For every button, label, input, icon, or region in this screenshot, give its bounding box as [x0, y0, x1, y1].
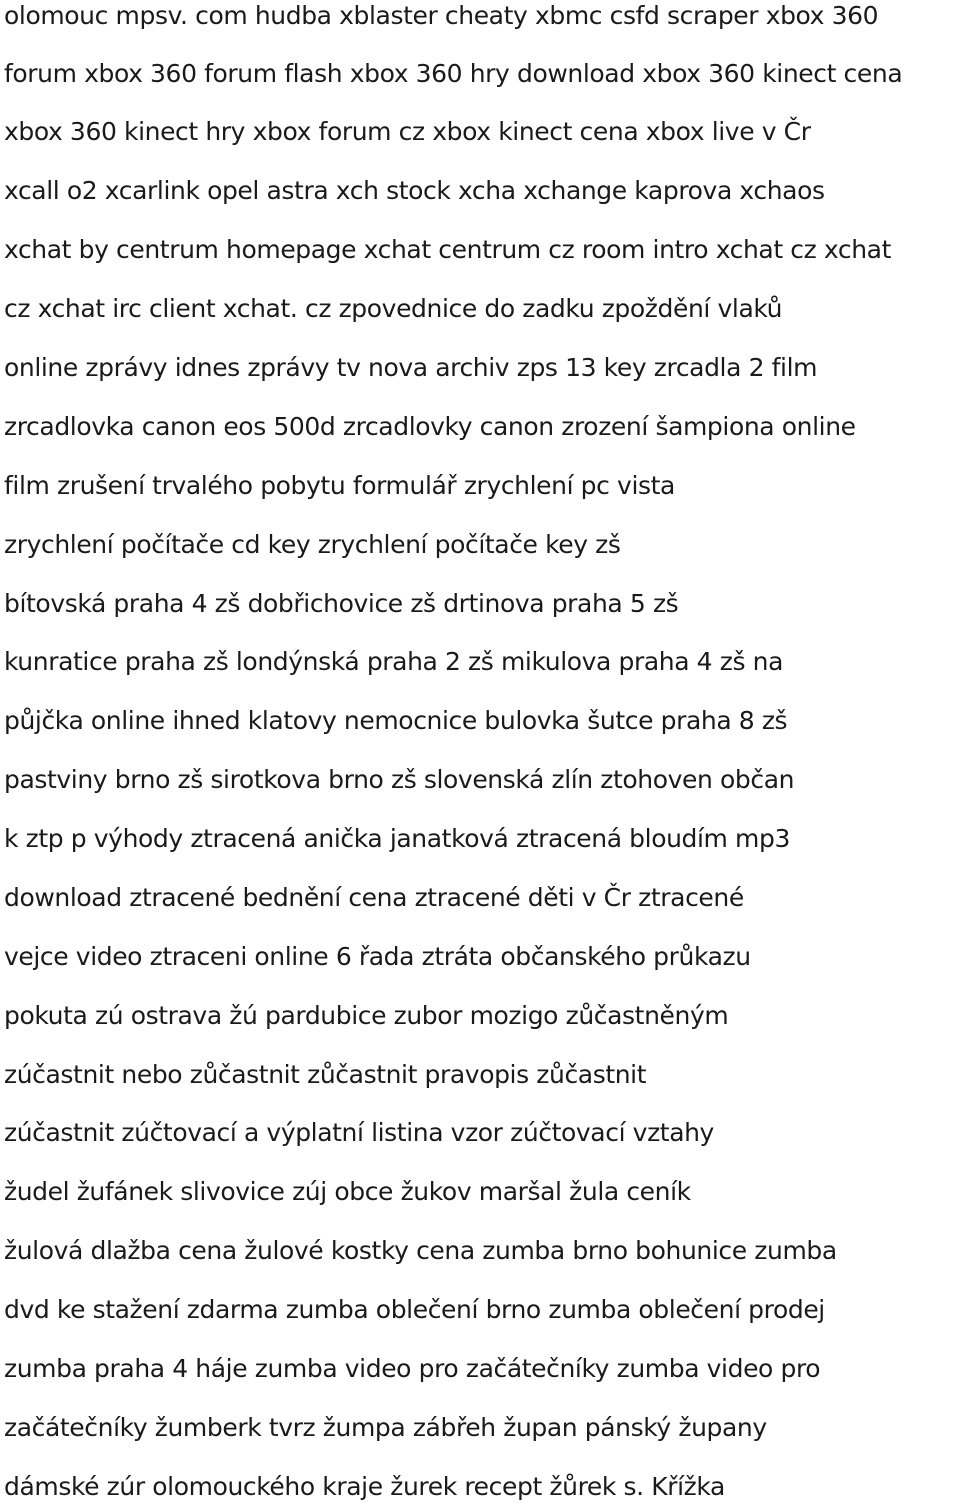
text-line: zúčastnit nebo zůčastnit zůčastnit pravopis zůčastnit — [4, 1060, 647, 1089]
text-line: xchat by centrum homepage xchat centrum cz room intro xchat cz xchat — [4, 235, 891, 264]
text-line: xcall o2 xcarlink opel astra xch stock xcha xchange kaprova xchaos — [4, 176, 825, 205]
text-line: žudel žufánek slivovice zúj obce žukov maršal žula ceník — [4, 1177, 691, 1206]
text-line: download ztracené bednění cena ztracené děti v Čr ztracené — [4, 883, 744, 912]
text-line: pastviny brno zš sirotkova brno zš slovenská zlín ztohoven občan — [4, 765, 795, 794]
text-line: bítovská praha 4 zš dobřichovice zš drtinova praha 5 zš — [4, 589, 679, 618]
text-line: žulová dlažba cena žulové kostky cena zumba brno bohunice zumba — [4, 1236, 837, 1265]
text-line: cz xchat irc client xchat. cz zpovednice do zadku zpoždění vlaků — [4, 294, 783, 323]
text-line: film zrušení trvalého pobytu formulář zrychlení pc vista — [4, 471, 675, 500]
text-line: zrcadlovka canon eos 500d zrcadlovky canon zrození šampiona online — [4, 412, 856, 441]
text-line: začátečníky žumberk tvrz žumpa zábřeh župan pánský župany — [4, 1413, 767, 1442]
text-line: online zprávy idnes zprávy tv nova archiv zps 13 key zrcadla 2 film — [4, 353, 818, 382]
text-line: vejce video ztraceni online 6 řada ztráta občanského průkazu — [4, 942, 751, 971]
text-line: k ztp p výhody ztracená anička janatková ztracená bloudím mp3 — [4, 824, 790, 853]
text-line: půjčka online ihned klatovy nemocnice bulovka šutce praha 8 zš — [4, 706, 788, 735]
text-line: zumba praha 4 háje zumba video pro začátečníky zumba video pro — [4, 1354, 821, 1383]
text-line: xbox 360 kinect hry xbox forum cz xbox kinect cena xbox live v Čr — [4, 117, 811, 146]
text-line: dvd ke stažení zdarma zumba oblečení brno zumba oblečení prodej — [4, 1295, 825, 1324]
text-line: zúčastnit zúčtovací a výplatní listina vzor zúčtovací vztahy — [4, 1118, 714, 1147]
text-line: olomouc mpsv. com hudba xblaster cheaty xbmc csfd scraper xbox 360 — [4, 1, 879, 30]
text-line: pokuta zú ostrava žú pardubice zubor mozigo zůčastněným — [4, 1001, 729, 1030]
text-line: forum xbox 360 forum flash xbox 360 hry download xbox 360 kinect cena — [4, 59, 903, 88]
text-line: dámské zúr olomouckého kraje žurek recept žůrek s. Křížka — [4, 1472, 725, 1501]
text-line: kunratice praha zš londýnská praha 2 zš mikulova praha 4 zš na — [4, 647, 783, 676]
text-line: zrychlení počítače cd key zrychlení počítače key zš — [4, 530, 621, 559]
